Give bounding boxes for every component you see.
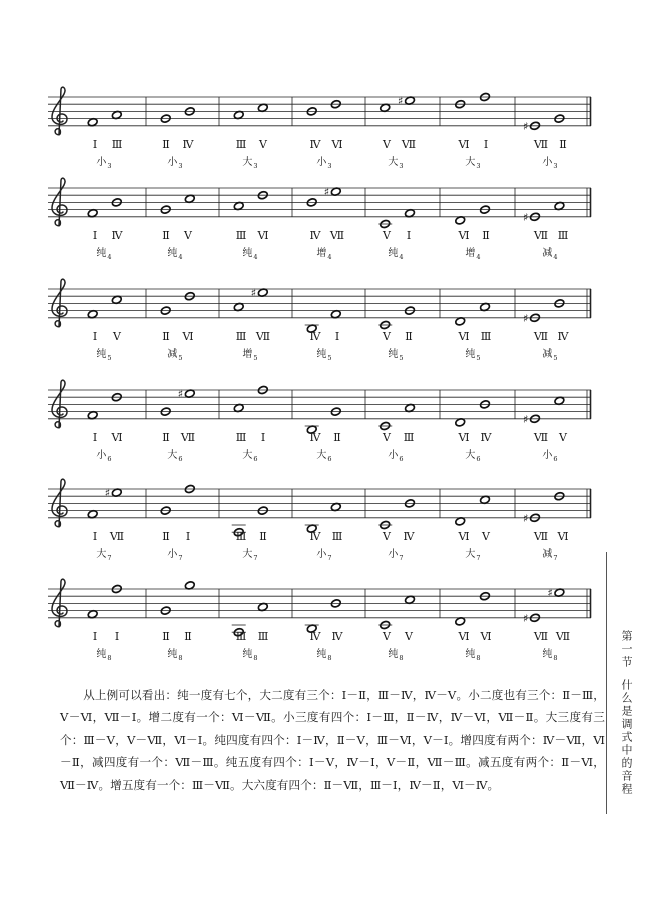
interval-quality-label: 纯$_4$ [388,247,404,261]
sharp-icon: ♯ [522,611,529,625]
interval-quality-label: 大$_3$ [242,156,258,170]
interval-quality-label: 小$_7$ [167,548,183,562]
interval-number-subscript: 6 [327,454,332,463]
interval-quality-label: 纯$_5$ [388,348,404,362]
interval-quality-label: 增$_4$ [465,247,481,261]
treble-clef-icon [52,380,67,428]
degree-label-upper: Ⅱ [333,430,341,444]
interval-quality-label: 纯$_8$ [542,648,558,662]
interval-quality-label: 小$_3$ [167,156,183,170]
degree-label-upper: Ⅵ [182,329,194,343]
interval-quality-label: 纯$_8$ [167,648,183,662]
degree-label-lower: Ⅴ [383,228,391,242]
interval-quality-label: 纯$_8$ [388,648,404,662]
interval-number-subscript: 7 [553,553,558,562]
degree-label-upper: Ⅶ [401,137,417,151]
interval-number-subscript: 6 [553,454,558,463]
degree-label-upper: Ⅳ [331,629,343,643]
interval-number-subscript: 4 [399,252,404,261]
degree-label-upper: Ⅶ [555,629,571,643]
interval-number-subscript: 7 [399,553,404,562]
degree-label-upper: Ⅰ [260,430,266,444]
sharp-icon: ♯ [522,412,529,426]
degree-label-lower: Ⅳ [309,529,321,543]
degree-label-upper: Ⅶ [255,329,271,343]
degree-label-upper: Ⅰ [185,529,191,543]
interval-number-subscript: 6 [253,454,258,463]
degree-label-lower: Ⅳ [309,329,321,343]
degree-label-upper: Ⅵ [331,137,343,151]
degree-label-lower: Ⅱ [162,529,170,543]
interval-quality-label: 小$_7$ [388,548,404,562]
interval-number-subscript: 8 [107,653,112,662]
degree-label-lower: Ⅲ [235,629,247,643]
degree-label-upper: Ⅲ [557,228,569,242]
interval-quality-label: 大$_6$ [316,449,332,463]
degree-label-lower: Ⅵ [458,137,470,151]
degree-label-upper: Ⅶ [329,228,345,242]
degree-label-lower: Ⅱ [162,629,170,643]
interval-number-subscript: 8 [327,653,332,662]
degree-label-lower: Ⅵ [458,329,470,343]
degree-label-upper: Ⅲ [331,529,343,543]
staff-system-1 [48,87,591,170]
interval-quality-label: 大$_6$ [242,449,258,463]
degree-label-upper: Ⅴ [405,629,413,643]
sharp-icon: ♯ [547,586,553,600]
treble-clef-icon [52,279,67,327]
interval-quality-label: 减$_5$ [542,348,558,362]
degree-label-lower: Ⅶ [533,430,549,444]
interval-number-subscript: 3 [553,161,558,170]
staff-system-5 [48,479,591,562]
interval-number-subscript: 4 [253,252,258,261]
degree-label-lower: Ⅴ [383,430,391,444]
degree-label-upper: Ⅱ [559,137,567,151]
degree-label-lower: Ⅱ [162,430,170,444]
interval-quality-label: 小$_3$ [316,156,332,170]
interval-number-subscript: 8 [178,653,183,662]
degree-label-lower: Ⅱ [162,137,170,151]
interval-number-subscript: 4 [476,252,481,261]
explanation-text: 从上例可以看出：纯一度有七个，大二度有三个：Ⅰ－Ⅱ，Ⅲ－Ⅳ，Ⅳ－Ⅴ。小二度也有三个：Ⅱ－Ⅲ，Ⅴ－Ⅵ，Ⅶ－Ⅰ。增二度有一个：Ⅵ－Ⅶ。小三度有四个：Ⅰ－Ⅲ，Ⅱ－Ⅳ，Ⅳ－Ⅵ，Ⅶ－Ⅱ。大三度有三个：Ⅲ－Ⅴ，Ⅴ－Ⅶ，Ⅵ－Ⅰ。纯四度有四个：Ⅰ－Ⅳ，Ⅱ－Ⅴ，Ⅲ－Ⅵ，Ⅴ－Ⅰ。增四度有两个：Ⅳ－Ⅶ，Ⅵ－Ⅱ，减四度有一个：Ⅶ－Ⅲ。纯五度有四个：Ⅰ－Ⅴ，Ⅳ－Ⅰ，Ⅴ－Ⅱ，Ⅶ－Ⅲ。减五度有两个：Ⅱ－Ⅵ，Ⅶ－Ⅳ。增五度有一个：Ⅲ－Ⅶ。大六度有四个：Ⅱ－Ⅶ，Ⅲ－Ⅰ，Ⅳ－Ⅱ，Ⅵ－Ⅳ。 [60,688,605,792]
degree-label-lower: Ⅴ [383,137,391,151]
sharp-icon: ♯ [522,210,529,224]
interval-number-subscript: 5 [553,353,558,362]
interval-quality-label: 小$_3$ [96,156,112,170]
degree-label-lower: Ⅰ [92,137,98,151]
degree-label-lower: Ⅶ [533,329,549,343]
staff-system-2 [48,178,591,261]
interval-number-subscript: 3 [178,161,183,170]
interval-quality-label: 减$_5$ [167,348,183,362]
interval-quality-label: 减$_7$ [542,548,558,562]
degree-label-lower: Ⅶ [533,529,549,543]
treble-clef-icon [52,579,67,627]
chapter-sidebar [606,552,641,814]
interval-number-subscript: 4 [178,252,183,261]
interval-number-subscript: 5 [178,353,183,362]
degree-label-lower: Ⅶ [533,137,549,151]
degree-label-upper: Ⅵ [480,629,492,643]
interval-quality-label: 增$_5$ [242,348,258,362]
interval-quality-label: 小$_6$ [388,449,404,463]
degree-label-upper: Ⅳ [403,529,415,543]
degree-label-lower: Ⅲ [235,329,247,343]
degree-label-upper: Ⅶ [109,529,125,543]
degree-label-lower: Ⅰ [92,228,98,242]
degree-label-lower: Ⅰ [92,430,98,444]
interval-quality-label: 纯$_8$ [242,648,258,662]
degree-label-upper: Ⅳ [182,137,194,151]
interval-number-subscript: 5 [253,353,258,362]
interval-quality-label: 减$_4$ [542,247,558,261]
treble-clef-icon [52,178,67,226]
interval-number-subscript: 8 [399,653,404,662]
treble-clef-icon [52,87,67,135]
interval-number-subscript: 3 [107,161,112,170]
degree-label-lower: Ⅵ [458,529,470,543]
interval-quality-label: 纯$_8$ [96,648,112,662]
interval-number-subscript: 5 [327,353,332,362]
staff-system-4 [48,380,591,463]
sidebar-text [618,630,634,796]
interval-number-subscript: 3 [253,161,258,170]
degree-label-upper: Ⅱ [259,529,267,543]
interval-number-subscript: 6 [107,454,112,463]
interval-number-subscript: 3 [327,161,332,170]
degree-label-upper: Ⅳ [480,430,492,444]
sharp-icon: ♯ [522,511,529,525]
degree-label-upper: Ⅴ [259,137,267,151]
interval-quality-label: 大$_7$ [465,548,481,562]
degree-label-upper: Ⅱ [482,228,490,242]
degree-label-lower: Ⅳ [309,629,321,643]
interval-number-subscript: 6 [399,454,404,463]
degree-label-lower: Ⅲ [235,137,247,151]
degree-label-lower: Ⅵ [458,629,470,643]
interval-quality-label: 纯$_5$ [96,348,112,362]
interval-quality-label: 大$_3$ [465,156,481,170]
degree-label-lower: Ⅴ [383,629,391,643]
degree-label-upper: Ⅴ [113,329,121,343]
degree-label-upper: Ⅱ [184,629,192,643]
degree-label-lower: Ⅲ [235,430,247,444]
degree-label-lower: Ⅴ [383,329,391,343]
interval-number-subscript: 5 [107,353,112,362]
interval-quality-label: 纯$_5$ [465,348,481,362]
degree-label-upper: Ⅱ [405,329,413,343]
degree-label-upper: Ⅵ [257,228,269,242]
degree-label-upper: Ⅴ [482,529,490,543]
degree-label-upper: Ⅲ [403,430,415,444]
degree-label-lower: Ⅲ [235,529,247,543]
interval-number-subscript: 3 [476,161,481,170]
degree-label-upper: Ⅵ [111,430,123,444]
staff-system-6 [48,579,591,662]
interval-number-subscript: 6 [178,454,183,463]
degree-label-lower: Ⅱ [162,329,170,343]
interval-quality-label: 纯$_8$ [465,648,481,662]
degree-label-upper: Ⅳ [111,228,123,242]
degree-label-upper: Ⅲ [480,329,492,343]
interval-number-subscript: 3 [399,161,404,170]
interval-quality-label: 纯$_8$ [316,648,332,662]
sharp-icon: ♯ [250,286,257,300]
interval-number-subscript: 4 [327,252,332,261]
degree-label-upper: Ⅲ [111,137,123,151]
sharp-icon: ♯ [177,387,184,401]
degree-label-lower: Ⅰ [92,529,98,543]
interval-quality-label: 小$_7$ [316,548,332,562]
degree-label-upper: Ⅵ [557,529,569,543]
interval-quality-label: 大$_3$ [388,156,404,170]
degree-label-lower: Ⅶ [533,228,549,242]
degree-label-lower: Ⅳ [309,137,321,151]
degree-label-upper: Ⅰ [406,228,412,242]
sharp-icon: ♯ [323,185,330,199]
interval-quality-label: 大$_6$ [167,449,183,463]
degree-label-lower: Ⅵ [458,430,470,444]
degree-label-lower: Ⅱ [162,228,170,242]
staff-system-3 [48,279,591,362]
interval-number-subscript: 6 [476,454,481,463]
sidebar-section: 第一节 [620,630,633,669]
interval-number-subscript: 4 [107,252,112,261]
sharp-icon: ♯ [398,94,404,108]
interval-quality-label: 纯$_4$ [242,247,258,261]
degree-label-upper: Ⅳ [557,329,569,343]
interval-quality-label: 小$_6$ [96,449,112,463]
interval-number-subscript: 7 [178,553,183,562]
interval-quality-label: 小$_6$ [542,449,558,463]
degree-label-lower: Ⅲ [235,228,247,242]
degree-label-upper: Ⅲ [257,629,269,643]
interval-number-subscript: 5 [476,353,481,362]
interval-quality-label: 增$_4$ [316,247,332,261]
degree-label-upper: Ⅰ [334,329,340,343]
interval-number-subscript: 8 [553,653,558,662]
sharp-icon: ♯ [522,311,529,325]
interval-quality-label: 大$_6$ [465,449,481,463]
explanation-paragraph [60,684,605,796]
interval-number-subscript: 7 [476,553,481,562]
degree-label-upper: Ⅴ [184,228,192,242]
interval-number-subscript: 7 [253,553,258,562]
interval-quality-label: 小$_3$ [542,156,558,170]
interval-quality-label: 纯$_5$ [316,348,332,362]
degree-label-lower: Ⅳ [309,228,321,242]
degree-label-upper: Ⅶ [180,430,196,444]
sharp-icon: ♯ [522,119,529,133]
interval-quality-label: 大$_7$ [96,548,112,562]
degree-label-upper: Ⅴ [559,430,567,444]
treble-clef-icon [52,479,67,527]
interval-quality-label: 纯$_4$ [96,247,112,261]
interval-number-subscript: 4 [553,252,558,261]
interval-number-subscript: 5 [399,353,404,362]
degree-label-upper: Ⅰ [483,137,489,151]
degree-label-lower: Ⅵ [458,228,470,242]
interval-number-subscript: 7 [107,553,112,562]
degree-label-lower: Ⅴ [383,529,391,543]
degree-label-lower: Ⅰ [92,629,98,643]
sharp-icon: ♯ [104,486,111,500]
interval-quality-label: 纯$_4$ [167,247,183,261]
degree-label-upper: Ⅰ [114,629,120,643]
interval-number-subscript: 8 [476,653,481,662]
degree-label-lower: Ⅶ [533,629,549,643]
sidebar-title: 什么是调式中的音程 [620,679,633,796]
interval-number-subscript: 7 [327,553,332,562]
degree-label-lower: Ⅰ [92,329,98,343]
degree-label-lower: Ⅳ [309,430,321,444]
interval-number-subscript: 8 [253,653,258,662]
interval-quality-label: 大$_7$ [242,548,258,562]
